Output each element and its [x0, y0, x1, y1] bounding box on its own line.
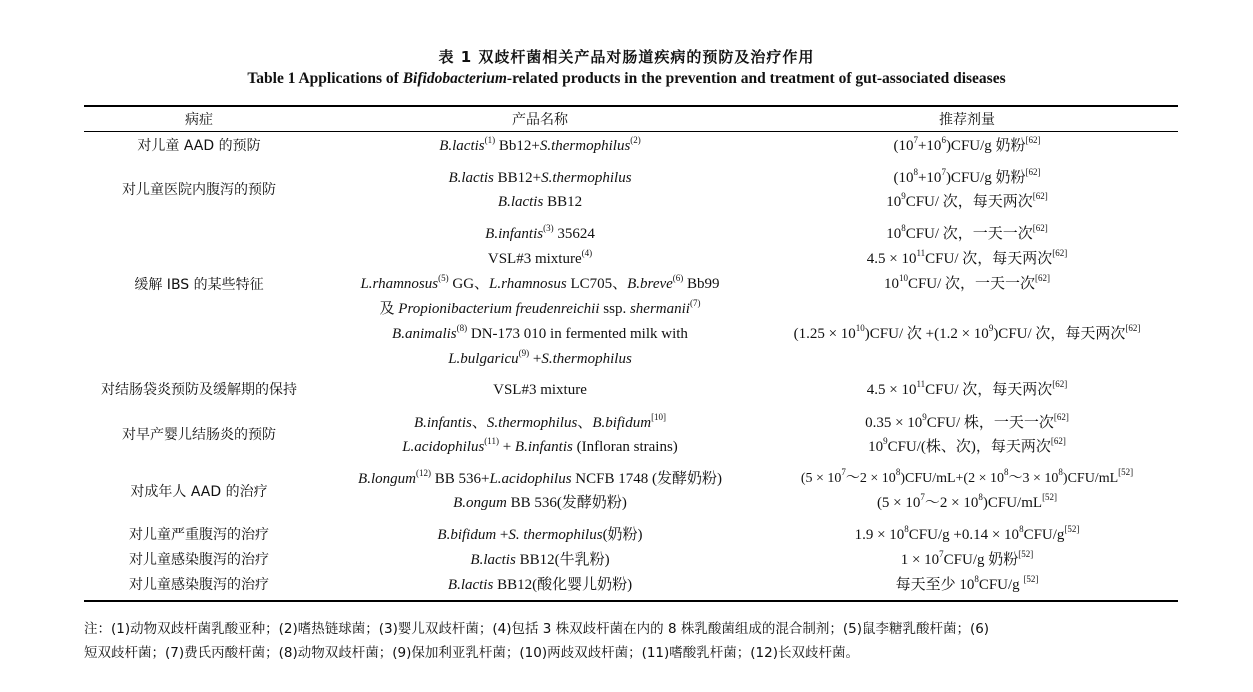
product-text: ssp. — [599, 301, 630, 317]
dose-text: CFU/ 次，每天两次 — [925, 382, 1053, 398]
dose-cell — [752, 493, 1182, 513]
exponent: 8 — [978, 492, 983, 502]
strain-name: B.lactis — [470, 552, 516, 568]
dose-text: )CFU/ 次 +(1.2 × 10 — [864, 326, 989, 342]
table-footnote-line-2: 短双歧杆菌；(7)费氏丙酸杆菌；(8)动物双歧杆菌；(9)保加利亚乳杆菌；(10)两歧双歧杆菌；(11)嗜酸乳杆菌；(12)长双歧杆菌。 — [84, 645, 860, 661]
strain-name: B.longum — [358, 471, 416, 487]
footnote-ref: (6) — [672, 273, 684, 283]
exponent: 8 — [1058, 467, 1063, 478]
dose-cell — [752, 575, 1182, 595]
dose-text: +10 — [917, 170, 942, 186]
strain-name: S.thermophilus — [541, 170, 632, 186]
product-text: BB12(牛乳粉) — [515, 552, 610, 568]
exponent: 9 — [883, 436, 888, 446]
dose-text: )CFU/g 奶粉 — [945, 170, 1026, 186]
citation-ref: [52] — [1018, 549, 1034, 559]
exponent: 9 — [988, 323, 994, 333]
dose-text: CFU/ 次，每天两次 — [925, 251, 1053, 267]
dose-text: CFU/g +0.14 × 10 — [908, 527, 1020, 543]
disease-cell: 对儿童感染腹泻的治疗 — [129, 577, 269, 593]
strain-name: L.acidophilus — [402, 439, 485, 455]
product-text: BB12+ — [493, 170, 542, 186]
strain-name: S. thermophilus — [508, 527, 603, 543]
citation-ref: [62] — [1125, 323, 1141, 333]
dose-text: CFU/g 奶粉 — [943, 552, 1019, 568]
dose-text: )CFU/mL — [982, 495, 1043, 511]
dose-text: (5 × 10 — [876, 495, 921, 511]
citation-ref: [62] — [1035, 273, 1051, 283]
footnote-ref: (3) — [543, 223, 554, 233]
strain-name: B.infantis — [485, 226, 544, 242]
disease-cell: 对儿童严重腹泻的治疗 — [129, 527, 269, 543]
dose-text: 1 × 10 — [900, 552, 940, 568]
product-text: BB12 — [543, 194, 583, 210]
footnote-ref: (8) — [456, 323, 468, 333]
disease-cell: 缓解 IBS 的某些特征 — [134, 277, 264, 293]
dose-cell — [752, 437, 1182, 457]
dose-cell — [752, 469, 1182, 489]
product-cell — [315, 168, 765, 188]
citation-ref: [62] — [1032, 191, 1048, 201]
strain-name: B.ongum — [453, 495, 507, 511]
footnote-ref: (11) — [484, 436, 499, 446]
product-text: VSL#3 mixture — [487, 251, 582, 267]
product-cell — [315, 575, 765, 595]
dose-text: CFU/(株、次)，每天两次 — [887, 439, 1051, 455]
citation-ref: [52] — [1042, 492, 1058, 502]
dose-cell — [752, 324, 1182, 344]
exponent: 9 — [901, 191, 906, 201]
exponent: 11 — [916, 248, 926, 258]
strain-name: B.bifidum — [437, 527, 497, 543]
strain-name: L.rhamnosus — [360, 276, 439, 292]
citation-ref: [62] — [1025, 135, 1041, 145]
citation-ref: [52] — [1118, 467, 1134, 478]
exponent: 8 — [901, 223, 906, 233]
product-cell — [315, 349, 765, 369]
product-cell — [315, 249, 765, 269]
dose-cell — [752, 550, 1182, 570]
footnote-ref: (7) — [689, 298, 701, 308]
table-header-rule — [84, 131, 1178, 132]
title-en-suffix: -related products in the prevention and treatment of gut-associated diseases — [506, 70, 1006, 87]
dose-text: 每天至少 10 — [895, 577, 975, 593]
product-cell — [315, 324, 765, 344]
dose-cell — [752, 274, 1182, 294]
strain-name: B.lactis — [439, 138, 485, 154]
citation-ref: [10] — [651, 412, 667, 422]
product-text: Bb12+ — [495, 138, 540, 154]
strain-name: B.lactis — [447, 577, 494, 593]
product-text: BB 536(发酵奶粉) — [506, 495, 627, 511]
product-text: 、 — [471, 415, 487, 431]
citation-ref: [62] — [1050, 436, 1066, 446]
citation-ref: [62] — [1052, 379, 1068, 389]
citation-ref: [62] — [1053, 412, 1069, 422]
dose-text: (5 × 10 — [800, 471, 842, 486]
dose-text: (10 — [893, 170, 914, 186]
exponent: 11 — [916, 379, 926, 389]
exponent: 8 — [1004, 467, 1009, 478]
footnote-ref: (12) — [415, 468, 431, 478]
dose-text: CFU/g — [978, 577, 1024, 593]
header-dose: 推荐剂量 — [939, 112, 995, 128]
disease-cell: 对儿童医院内腹泻的预防 — [122, 182, 276, 198]
exponent: 8 — [904, 524, 909, 534]
dose-text: 0.35 × 10 — [865, 415, 923, 431]
dose-text: )CFU/mL+(2 × 10 — [900, 471, 1004, 486]
citation-ref: [52] — [1023, 574, 1039, 584]
product-text: 、 — [577, 415, 593, 431]
title-en-italic: Bifidobacterium — [402, 70, 507, 87]
product-text: 及 — [379, 301, 399, 317]
product-text: LC705、 — [566, 276, 628, 292]
citation-ref: [62] — [1025, 167, 1041, 177]
dose-text: CFU/ 次，一天一次 — [907, 276, 1036, 292]
footnote-ref: (2) — [630, 135, 641, 145]
dose-text: CFU/ 次，一天一次 — [905, 226, 1033, 242]
product-cell — [315, 274, 765, 294]
dose-text: 10 — [886, 226, 902, 242]
strain-name: S.thermophilus — [486, 415, 578, 431]
dose-text: 10 — [886, 194, 902, 210]
strain-name: B.infantis — [413, 415, 472, 431]
product-text: + — [529, 351, 542, 367]
dose-text: ～2 × 10 — [845, 471, 896, 486]
strain-name: L.acidophilus — [489, 471, 572, 487]
product-cell — [315, 380, 765, 400]
product-cell — [315, 299, 765, 319]
product-text: GG、 — [448, 276, 490, 292]
product-text: BB 536+ — [430, 471, 490, 487]
exponent: 10 — [855, 323, 865, 333]
strain-name: L.bulgaricu — [448, 351, 519, 367]
product-text: (Infloran strains) — [572, 439, 678, 455]
product-cell — [315, 413, 765, 433]
product-cell — [315, 437, 765, 457]
product-cell — [315, 469, 765, 489]
dose-text: +10 — [917, 138, 942, 154]
dose-text: CFU/ 株，一天一次 — [926, 415, 1054, 431]
footnote-ref: (5) — [438, 273, 449, 283]
strain-name: S.thermophilus — [541, 351, 632, 367]
header-disease: 病症 — [185, 112, 213, 128]
footnote-ref: (9) — [518, 348, 530, 358]
strain-name: B.lactis — [497, 194, 544, 210]
exponent: 10 — [898, 273, 908, 283]
dose-text: CFU/g — [1023, 527, 1065, 543]
strain-name: S.thermophilus — [539, 138, 631, 154]
disease-cell: 对结肠袋炎预防及缓解期的保持 — [101, 382, 297, 398]
dose-cell — [752, 413, 1182, 433]
disease-cell: 对儿童 AAD 的预防 — [137, 138, 261, 154]
citation-ref: [62] — [1032, 223, 1048, 233]
table-bottom-rule — [84, 600, 1178, 602]
product-text: Bb99 — [683, 276, 720, 292]
product-text: (奶粉) — [602, 527, 643, 543]
dose-text: 1.9 × 10 — [854, 527, 905, 543]
product-cell — [315, 192, 765, 212]
table-top-rule — [84, 105, 1178, 107]
strain-name: B.infantis — [514, 439, 573, 455]
product-text: + — [496, 527, 509, 543]
product-text: DN-173 010 in fermented milk with — [467, 326, 688, 342]
dose-cell — [752, 380, 1182, 400]
exponent: 6 — [941, 135, 946, 145]
strain-name: L.rhamnosus — [489, 276, 567, 292]
dose-text: )CFU/ 次，每天两次 — [993, 326, 1126, 342]
strain-name: B.lactis — [448, 170, 494, 186]
product-text: + — [498, 439, 515, 455]
strain-name: B.breve — [627, 276, 673, 292]
strain-name: B.animalis — [392, 326, 457, 342]
dose-text: 4.5 × 10 — [866, 251, 917, 267]
product-cell — [315, 493, 765, 513]
exponent: 7 — [941, 167, 946, 177]
exponent: 8 — [974, 574, 979, 584]
dose-text: 4.5 × 10 — [866, 382, 917, 398]
strain-name: shermanii — [629, 301, 690, 317]
dose-text: )CFU/mL — [1062, 471, 1119, 486]
strain-name: Propionibacterium freudenreichii — [398, 301, 600, 317]
dose-text: (10 — [893, 138, 914, 154]
title-en-prefix: Table 1 Applications of — [247, 70, 403, 87]
dose-text: ～2 × 10 — [924, 495, 979, 511]
header-product: 产品名称 — [512, 112, 568, 128]
dose-text: ～3 × 10 — [1008, 471, 1059, 486]
product-cell — [315, 525, 765, 545]
exponent: 7 — [913, 135, 918, 145]
product-cell — [315, 550, 765, 570]
product-cell — [315, 224, 765, 244]
dose-text: 10 — [868, 439, 884, 455]
exponent: 7 — [841, 467, 846, 478]
product-text: NCFB 1748 (发酵奶粉) — [571, 471, 722, 487]
dose-cell — [752, 525, 1182, 545]
product-cell — [315, 136, 765, 156]
product-text: 35624 — [553, 226, 595, 242]
exponent: 9 — [922, 412, 927, 422]
strain-name: B.bifidum — [592, 415, 652, 431]
exponent: 8 — [913, 167, 918, 177]
citation-ref: [52] — [1064, 524, 1080, 534]
dose-text: (1.25 × 10 — [793, 326, 856, 342]
table-title-chinese: 表 1 双歧杆菌相关产品对肠道疾病的预防及治疗作用 — [438, 48, 815, 66]
dose-cell — [752, 168, 1182, 188]
dose-cell — [752, 224, 1182, 244]
dose-text: 10 — [883, 276, 899, 292]
footnote-ref: (4) — [581, 248, 593, 258]
product-text: VSL#3 mixture — [493, 382, 587, 398]
dose-cell — [752, 136, 1182, 156]
product-text: BB12(酸化婴儿奶粉) — [493, 577, 633, 593]
dose-cell — [752, 192, 1182, 212]
disease-cell: 对成年人 AAD 的治疗 — [130, 484, 268, 500]
table-footnote-line-1: 注：(1)动物双歧杆菌乳酸亚种；(2)嗜热链球菌；(3)婴儿双歧杆菌；(4)包括 3 株双歧杆菌在内的 8 株乳酸菌组成的混合制剂；(5)鼠李糖乳酸杆菌；(6) — [84, 621, 990, 637]
footnote-ref: (1) — [484, 135, 496, 145]
dose-text: CFU/ 次，每天两次 — [905, 194, 1033, 210]
disease-cell: 对早产婴儿结肠炎的预防 — [122, 427, 276, 443]
exponent: 8 — [895, 467, 901, 478]
exponent: 8 — [1019, 524, 1024, 534]
table-title-english — [0, 70, 1253, 88]
dose-cell — [752, 249, 1182, 269]
citation-ref: [62] — [1052, 248, 1068, 258]
disease-cell: 对儿童感染腹泻的治疗 — [129, 552, 269, 568]
dose-text: )CFU/g 奶粉 — [945, 138, 1026, 154]
exponent: 7 — [920, 492, 925, 502]
exponent: 7 — [939, 549, 944, 559]
